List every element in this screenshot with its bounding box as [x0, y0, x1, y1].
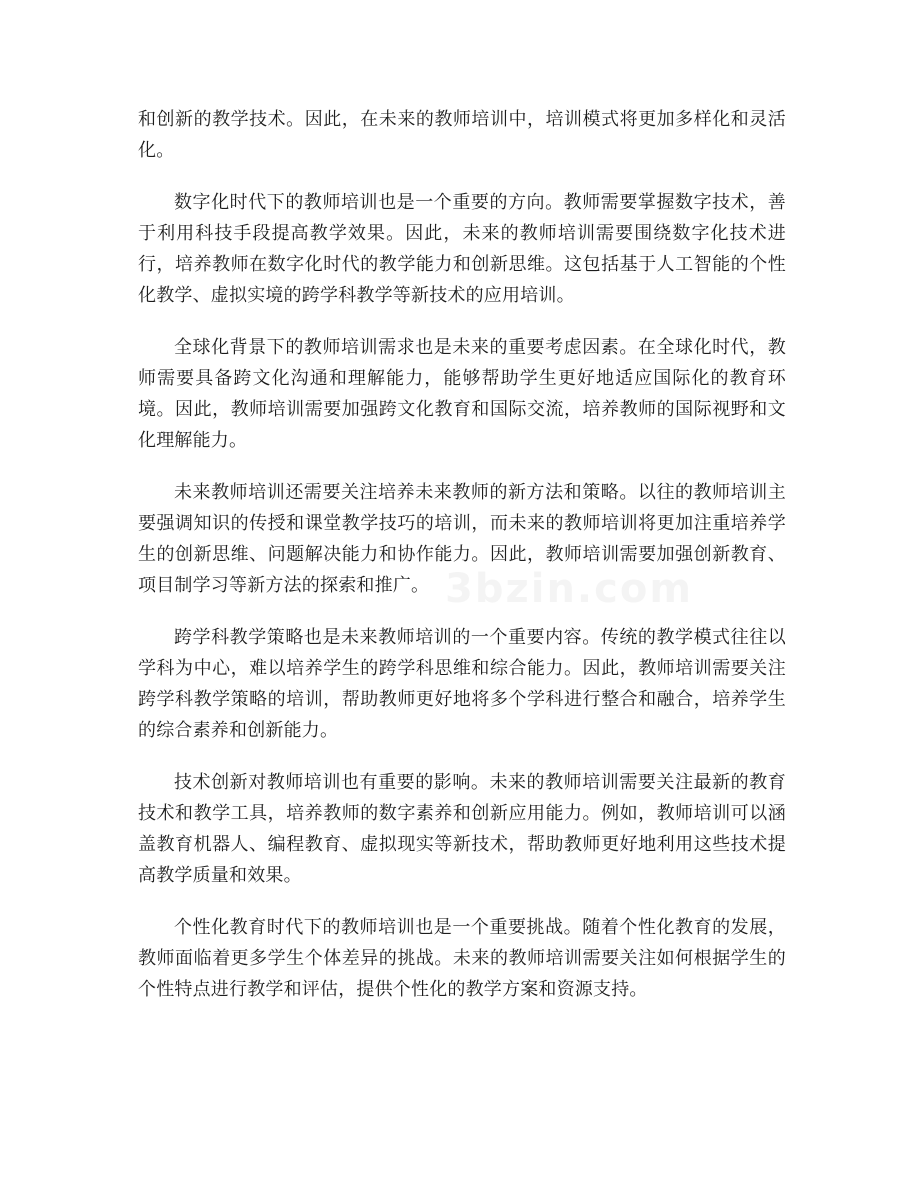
paragraph-globalization: 全球化背景下的教师培训需求也是未来的重要考虑因素。在全球化时代，教师需要具备跨文化沟通和理解能力，能够帮助学生更好地适应国际化的教育环境。因此，教师培训需要加强跨文化教育和国际交流，培养教师的国际视野和文化理解能力。 [138, 337, 786, 451]
paragraph-new-methods: 未来教师培训还需要关注培养未来教师的新方法和策略。以往的教师培训主要强调知识的传授和课堂教学技巧的培训，而未来的教师培训将更加注重培养学生的创新思维、问题解决能力和协作能力。因此，教师培训需要加强创新教育、项目制学习等新方法的探索和推广。 [138, 482, 786, 596]
paragraph-digital-era: 数字化时代下的教师培训也是一个重要的方向。教师需要掌握数字技术，善于利用科技手段提高教学效果。因此，未来的教师培训需要围绕数字化技术进行，培养教师在数字化时代的教学能力和创新思维。这包括基于人工智能的个性化教学、虚拟实境的跨学科教学等新技术的应用培训。 [138, 192, 786, 306]
document-body [138, 104, 786, 1026]
paragraph-continuation: 和创新的教学技术。因此，在未来的教师培训中，培训模式将更加多样化和灵活化。 [138, 109, 786, 161]
paragraph-interdisciplinary: 跨学科教学策略也是未来教师培训的一个重要内容。传统的教学模式往往以学科为中心，难以培养学生的跨学科思维和综合能力。因此，教师培训需要关注跨学科教学策略的培训，帮助教师更好地将多个学科进行整合和融合，培养学生的综合素养和创新能力。 [138, 627, 786, 741]
paragraph-tech-innovation: 技术创新对教师培训也有重要的影响。未来的教师培训需要关注最新的教育技术和教学工具，培养教师的数字素养和创新应用能力。例如，教师培训可以涵盖教育机器人、编程教育、虚拟现实等新技术，帮助教师更好地利用这些技术提高教学质量和效果。 [138, 772, 786, 886]
paragraph-personalized-education: 个性化教育时代下的教师培训也是一个重要挑战。随着个性化教育的发展，教师面临着更多学生个体差异的挑战。未来的教师培训需要关注如何根据学生的个性特点进行教学和评估，提供个性化的教学方案和资源支持。 [138, 917, 786, 1000]
watermark: 3bzin.com [445, 566, 693, 612]
